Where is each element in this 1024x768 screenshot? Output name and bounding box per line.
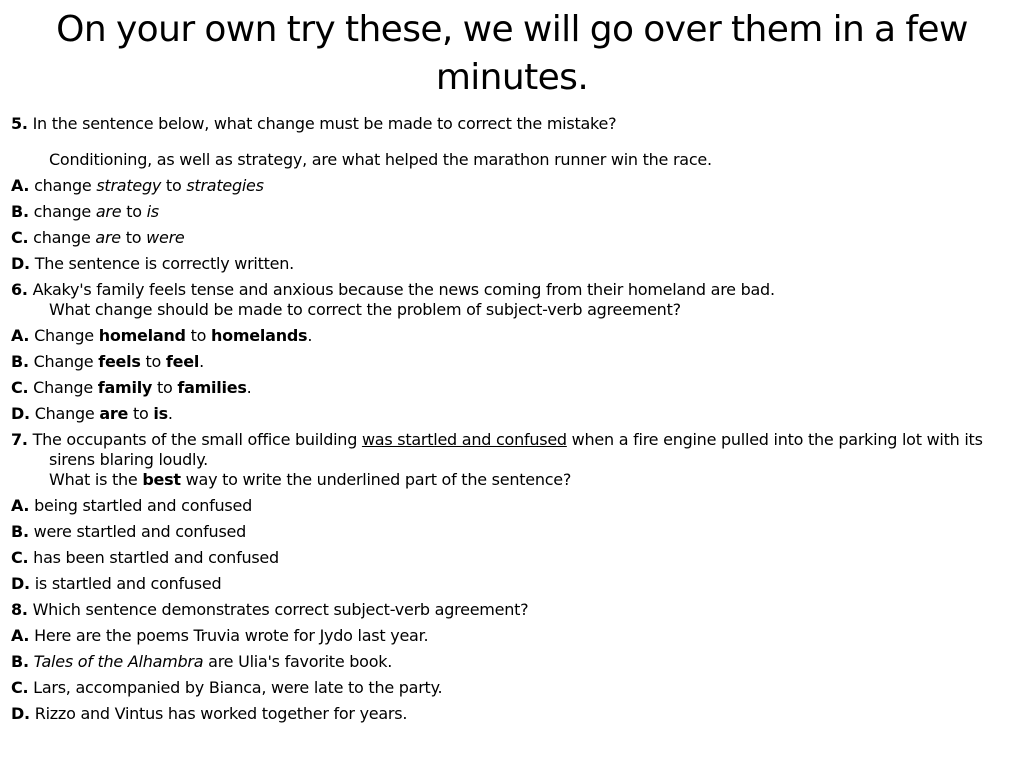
option-text: to [165, 176, 182, 195]
option-letter: A. [11, 176, 30, 195]
option-letter: D. [11, 704, 30, 723]
option-letter: A. [11, 496, 30, 515]
option-text: Change [34, 326, 94, 345]
question-7-ask [11, 470, 1011, 490]
option-text: to [156, 378, 173, 397]
option-text: change [34, 176, 92, 195]
option-term: strategy [96, 176, 162, 195]
question-6-ask: What change should be made to correct the problem of subject-verb agreement? [49, 300, 681, 319]
option-text: has been startled and confused [33, 548, 279, 567]
q6-option-b [11, 352, 1011, 372]
book-title: Tales of the Alhambra [33, 652, 204, 671]
option-text: Here are the poems Truvia wrote for Jydo last year. [34, 626, 429, 645]
option-term: family [97, 378, 153, 397]
question-number: 6. [11, 280, 28, 299]
question-text: when a fire engine pulled into the parking lot with its sirens blaring loudly. [49, 430, 983, 469]
q5-option-a [11, 176, 1011, 196]
option-letter: B. [11, 522, 29, 541]
question-text: The occupants of the small office building [32, 430, 358, 449]
option-letter: D. [11, 574, 30, 593]
underlined-phrase: was startled and confused [361, 430, 567, 449]
question-text: Akaky's family feels tense and anxious because the news coming from their homeland are bad. [32, 280, 775, 299]
q6-option-a [11, 326, 1011, 346]
question-text: What is the [49, 470, 138, 489]
q7-option-c [11, 548, 1011, 568]
option-term: feel [165, 352, 200, 371]
q5-option-c [11, 228, 1011, 248]
option-term: homeland [98, 326, 186, 345]
q8-option-d [11, 704, 1011, 724]
option-letter: A. [11, 626, 30, 645]
option-text: is startled and confused [34, 574, 222, 593]
option-text: to [190, 326, 207, 345]
question-text: Which sentence demonstrates correct subject-verb agreement? [32, 600, 529, 619]
q5-option-b [11, 202, 1011, 222]
question-8-prompt [11, 600, 1011, 620]
option-term: families [177, 378, 247, 397]
option-text: Rizzo and Vintus has worked together for years. [34, 704, 408, 723]
option-text: . [307, 326, 313, 345]
option-letter: B. [11, 202, 29, 221]
q8-option-a [11, 626, 1011, 646]
option-term: feels [98, 352, 141, 371]
option-letter: D. [11, 254, 30, 273]
q7-option-a [11, 496, 1011, 516]
q7-option-d [11, 574, 1011, 594]
question-number: 5. [11, 114, 28, 133]
option-text: to [126, 202, 142, 221]
option-letter: B. [11, 652, 29, 671]
slide-title: On your own try these, we will go over them in a few minutes. [56, 9, 968, 98]
question-list [11, 114, 1011, 724]
option-text: to [125, 228, 142, 247]
option-letter: C. [11, 378, 29, 397]
q6-option-c [11, 378, 1011, 398]
option-term: are [99, 404, 129, 423]
option-term: is [146, 202, 159, 221]
option-term: strategies [186, 176, 264, 195]
option-text: The sentence is correctly written. [34, 254, 294, 273]
option-text: Lars, accompanied by Bianca, were late to the party. [33, 678, 443, 697]
question-number: 7. [11, 430, 28, 449]
option-text: . [199, 352, 204, 371]
option-text: change [33, 228, 91, 247]
question-5-sentence: Conditioning, as well as strategy, are what helped the marathon runner win the race. [49, 150, 712, 169]
q8-option-c [11, 678, 1011, 698]
option-letter: B. [11, 352, 29, 371]
q7-option-b [11, 522, 1011, 542]
option-text: Change [33, 378, 93, 397]
option-text: were startled and confused [33, 522, 247, 541]
q8-option-b [11, 652, 1011, 672]
option-term: are [95, 202, 122, 221]
option-term: were [146, 228, 185, 247]
option-term: is [153, 404, 168, 423]
option-text: to [132, 404, 149, 423]
option-text: being startled and confused [34, 496, 253, 515]
question-6-prompt [11, 280, 1011, 300]
question-text: way to write the underlined part of the sentence? [185, 470, 572, 489]
option-text: are Ulia's favorite book. [208, 652, 393, 671]
option-letter: D. [11, 404, 30, 423]
question-text: In the sentence below, what change must be made to correct the mistake? [32, 114, 617, 133]
q5-option-d [11, 254, 1011, 274]
q6-option-d [11, 404, 1011, 424]
option-term: are [95, 228, 121, 247]
option-letter: A. [11, 326, 30, 345]
option-letter: C. [11, 548, 29, 567]
option-text: Change [33, 352, 94, 371]
question-7-prompt [11, 430, 1011, 470]
emphasis-word: best [142, 470, 181, 489]
option-term: homelands [211, 326, 308, 345]
option-text: . [167, 404, 173, 423]
option-text: change [33, 202, 92, 221]
option-text: . [246, 378, 252, 397]
question-5-prompt [11, 114, 1011, 134]
option-text: to [145, 352, 162, 371]
option-letter: C. [11, 228, 29, 247]
question-number: 8. [11, 600, 28, 619]
option-letter: C. [11, 678, 29, 697]
option-text: Change [34, 404, 95, 423]
